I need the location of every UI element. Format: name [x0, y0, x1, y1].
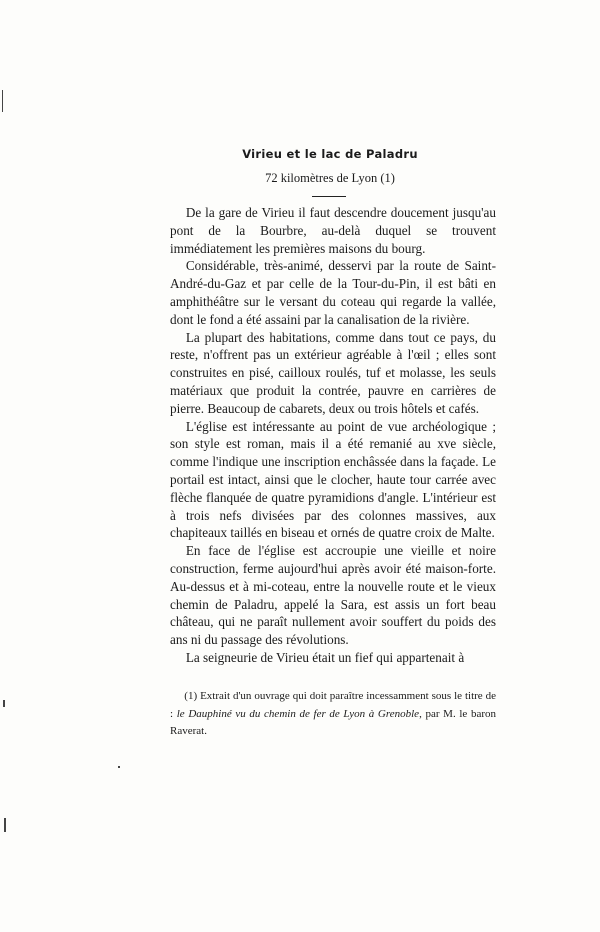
margin-mark [118, 766, 120, 768]
margin-mark [3, 700, 5, 707]
margin-mark [2, 90, 3, 112]
chapter-title: Virieu et le lac de Paladru [242, 147, 418, 161]
paragraph: De la gare de Virieu il faut descendre doucement jusqu'au pont de la Bourbre, au-delà duquel se trouvent immédiatement les premières maisons du bourg. [170, 205, 496, 256]
paragraph: La plupart des habitations, comme dans tout ce pays, du reste, n'offrent pas un extérieur agréable à l'œil ; elles sont construites en pisé, cailloux roulés, tuf et molasse, les seuls matériaux que produit la contrée, pauvre en carrières de pierre. Beaucoup de cabarets, deux ou trois hôtels et cafés. [170, 329, 496, 416]
margin-mark [4, 818, 6, 832]
footnote-book-title: le Dauphiné vu du chemin de fer de Lyon à Grenoble [176, 707, 420, 720]
footnote-text-end: , par M. le baron Raverat. [170, 707, 497, 737]
title-divider [312, 196, 346, 197]
chapter-subtitle: 72 kilomètres de Lyon (1) [265, 171, 395, 185]
body-text [170, 204, 496, 667]
footnote-text: (1) Extrait d'un ouvrage qui doit paraître incessamment sous le titre de : [170, 690, 496, 720]
paragraph: L'église est intéressante au point de vue archéologique ; son style est roman, mais il a été remanié au xve siècle, comme l'indique une inscription enchâssée dans la façade. Le portail est intact, ainsi que le clocher, haute tour carrée avec flèche flanquée de quatre pyramidions d'angle. L'intérieur est à trois nefs divisées par des colonnes massives, aux chapiteaux taillés en biseau et ornés de quatre croix de Malte. [170, 418, 496, 541]
paragraph: Considérable, très-animé, desservi par la route de Saint-André-du-Gaz et par celle de la Tour-du-Pin, il est bâti en amphithéâtre sur le versant du coteau qui regarde la vallée, dont le fond a été assaini par la canalisation de la rivière. [170, 258, 496, 327]
paragraph: En face de l'église est accroupie une vieille et noire construction, ferme aujourd'hui après avoir été maison-forte. Au-dessus et à mi-coteau, entre la nouvelle route et le vieux chemin de Paladru, appelé la Sara, est assis un fort beau château, qui ne paraît nullement avoir souffert du poids des ans ni du passage des révolutions. [170, 543, 496, 648]
footnote [170, 688, 496, 741]
paragraph: La seigneurie de Virieu était un fief qui appartenait à [185, 649, 465, 665]
